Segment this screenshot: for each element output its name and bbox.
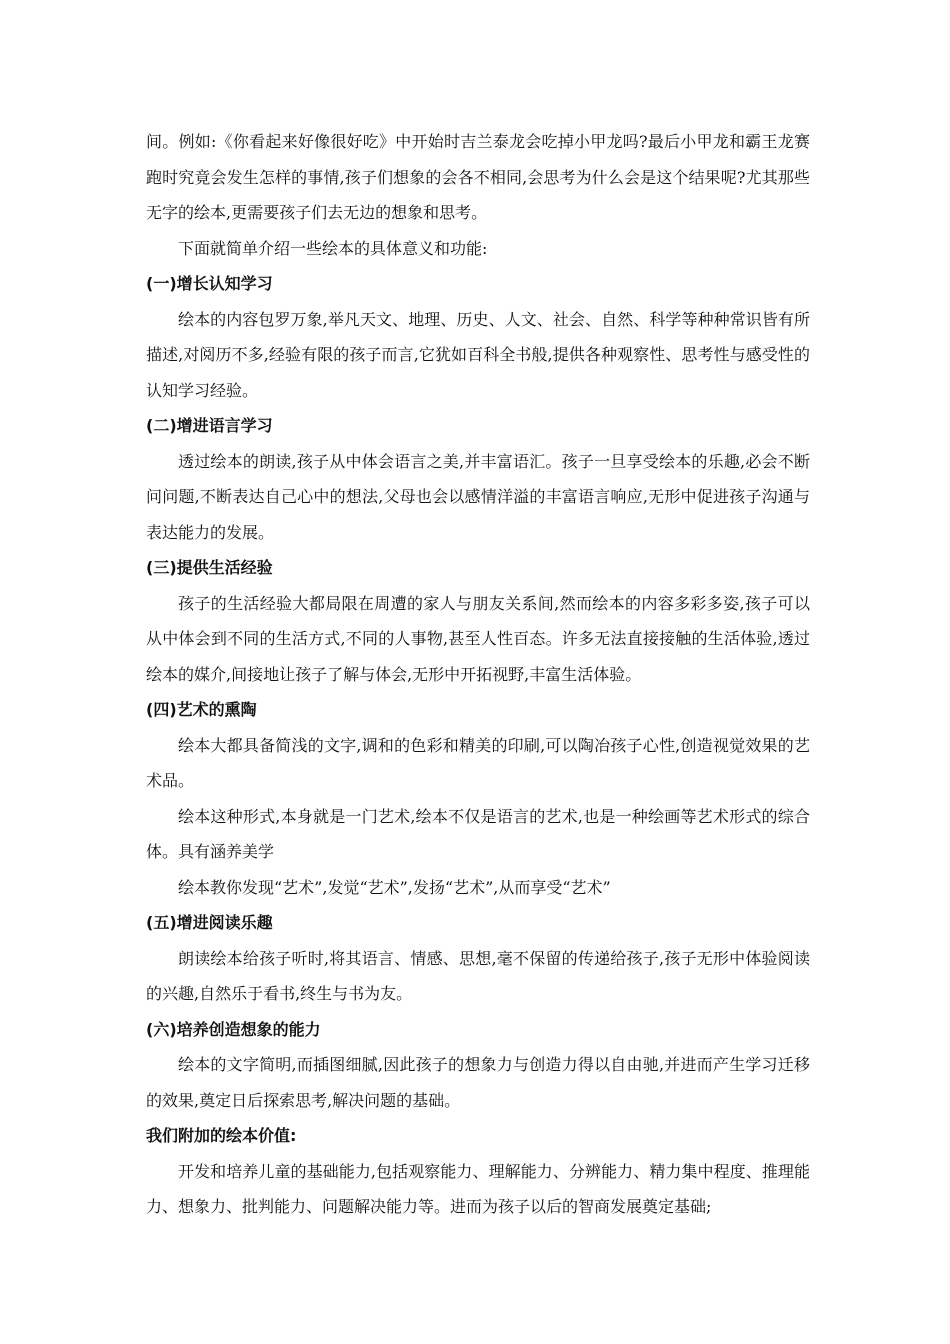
- section-1-paragraph-1: 绘本的内容包罗万象,举凡天文、地理、历史、人文、社会、自然、科学等种种常识皆有所描述,对阅历不多,经验有限的孩子而言,它犹如百科全书般,提供各种观察性、思考性与感受性的认知学习经验。: [146, 309, 810, 400]
- section-heading-7: 我们附加的绘本价值:: [146, 1126, 297, 1145]
- section-4-paragraph-1: 绘本大都具备简浅的文字,调和的色彩和精美的印刷,可以陶冶孩子心性,创造视觉效果的艺术品。: [146, 735, 810, 790]
- section-heading-3: (三)提供生活经验: [146, 558, 273, 577]
- document-body: [146, 124, 810, 1225]
- section-heading-6: (六)培养创造想象的能力: [146, 1019, 321, 1039]
- section-3-paragraph-1: 孩子的生活经验大都局限在周遭的家人与朋友关系间,然而绘本的内容多彩多姿,孩子可以从中体会到不同的生活方式,不同的人事物,甚至人性百态。许多无法直接接触的生活体验,透过绘本的媒介,间接地让孩子了解与体会,无形中开拓视野,丰富生活体验。: [146, 593, 810, 684]
- intro-paragraph: 间。例如:《你看起来好像很好吃》中开始时吉兰泰龙会吃掉小甲龙吗?最后小甲龙和霸王龙赛跑时究竟会发生怎样的事情,孩子们想象的会各不相同,会思考为什么会是这个结果呢?尤其那些无字的绘本,更需要孩子们去无边的想象和思考。: [146, 132, 810, 222]
- section-7-paragraph-1: 开发和培养儿童的基础能力,包括观察能力、理解能力、分辨能力、精力集中程度、推理能力、想象力、批判能力、问题解决能力等。进而为孩子以后的智商发展奠定基础;: [146, 1161, 810, 1216]
- section-5-paragraph-1: 朗读绘本给孩子听时,将其语言、情感、思想,毫不保留的传递给孩子,孩子无形中体验阅读的兴趣,自然乐于看书,终生与书为友。: [146, 948, 810, 1003]
- section-4-paragraph-3: 绘本教你发现“艺术”,发觉“艺术”,发扬“艺术”,从而享受“艺术”: [178, 877, 611, 897]
- section-heading-2: (二)增进语言学习: [146, 416, 273, 435]
- section-heading-4: (四)艺术的熏陶: [146, 700, 257, 719]
- section-6-paragraph-1: 绘本的文字简明,而插图细腻,因此孩子的想象力与创造力得以自由驰,并进而产生学习迁移的效果,奠定日后探索思考,解决问题的基础。: [146, 1055, 810, 1110]
- section-2-paragraph-1: 透过绘本的朗读,孩子从中体会语言之美,并丰富语汇。孩子一旦享受绘本的乐趣,必会不断问问题,不断表达自己心中的想法,父母也会以感情洋溢的丰富语言响应,无形中促进孩子沟通与表达能力的发展。: [146, 451, 810, 542]
- section-heading-5: (五)增进阅读乐趣: [146, 913, 273, 932]
- section-4-paragraph-2: 绘本这种形式,本身就是一门艺术,绘本不仅是语言的艺术,也是一种绘画等艺术形式的综合体。具有涵养美学: [146, 806, 810, 861]
- section-heading-1: (一)增长认知学习: [146, 274, 273, 293]
- intro-lead-paragraph: 下面就简单介绍一些绘本的具体意义和功能:: [178, 238, 488, 258]
